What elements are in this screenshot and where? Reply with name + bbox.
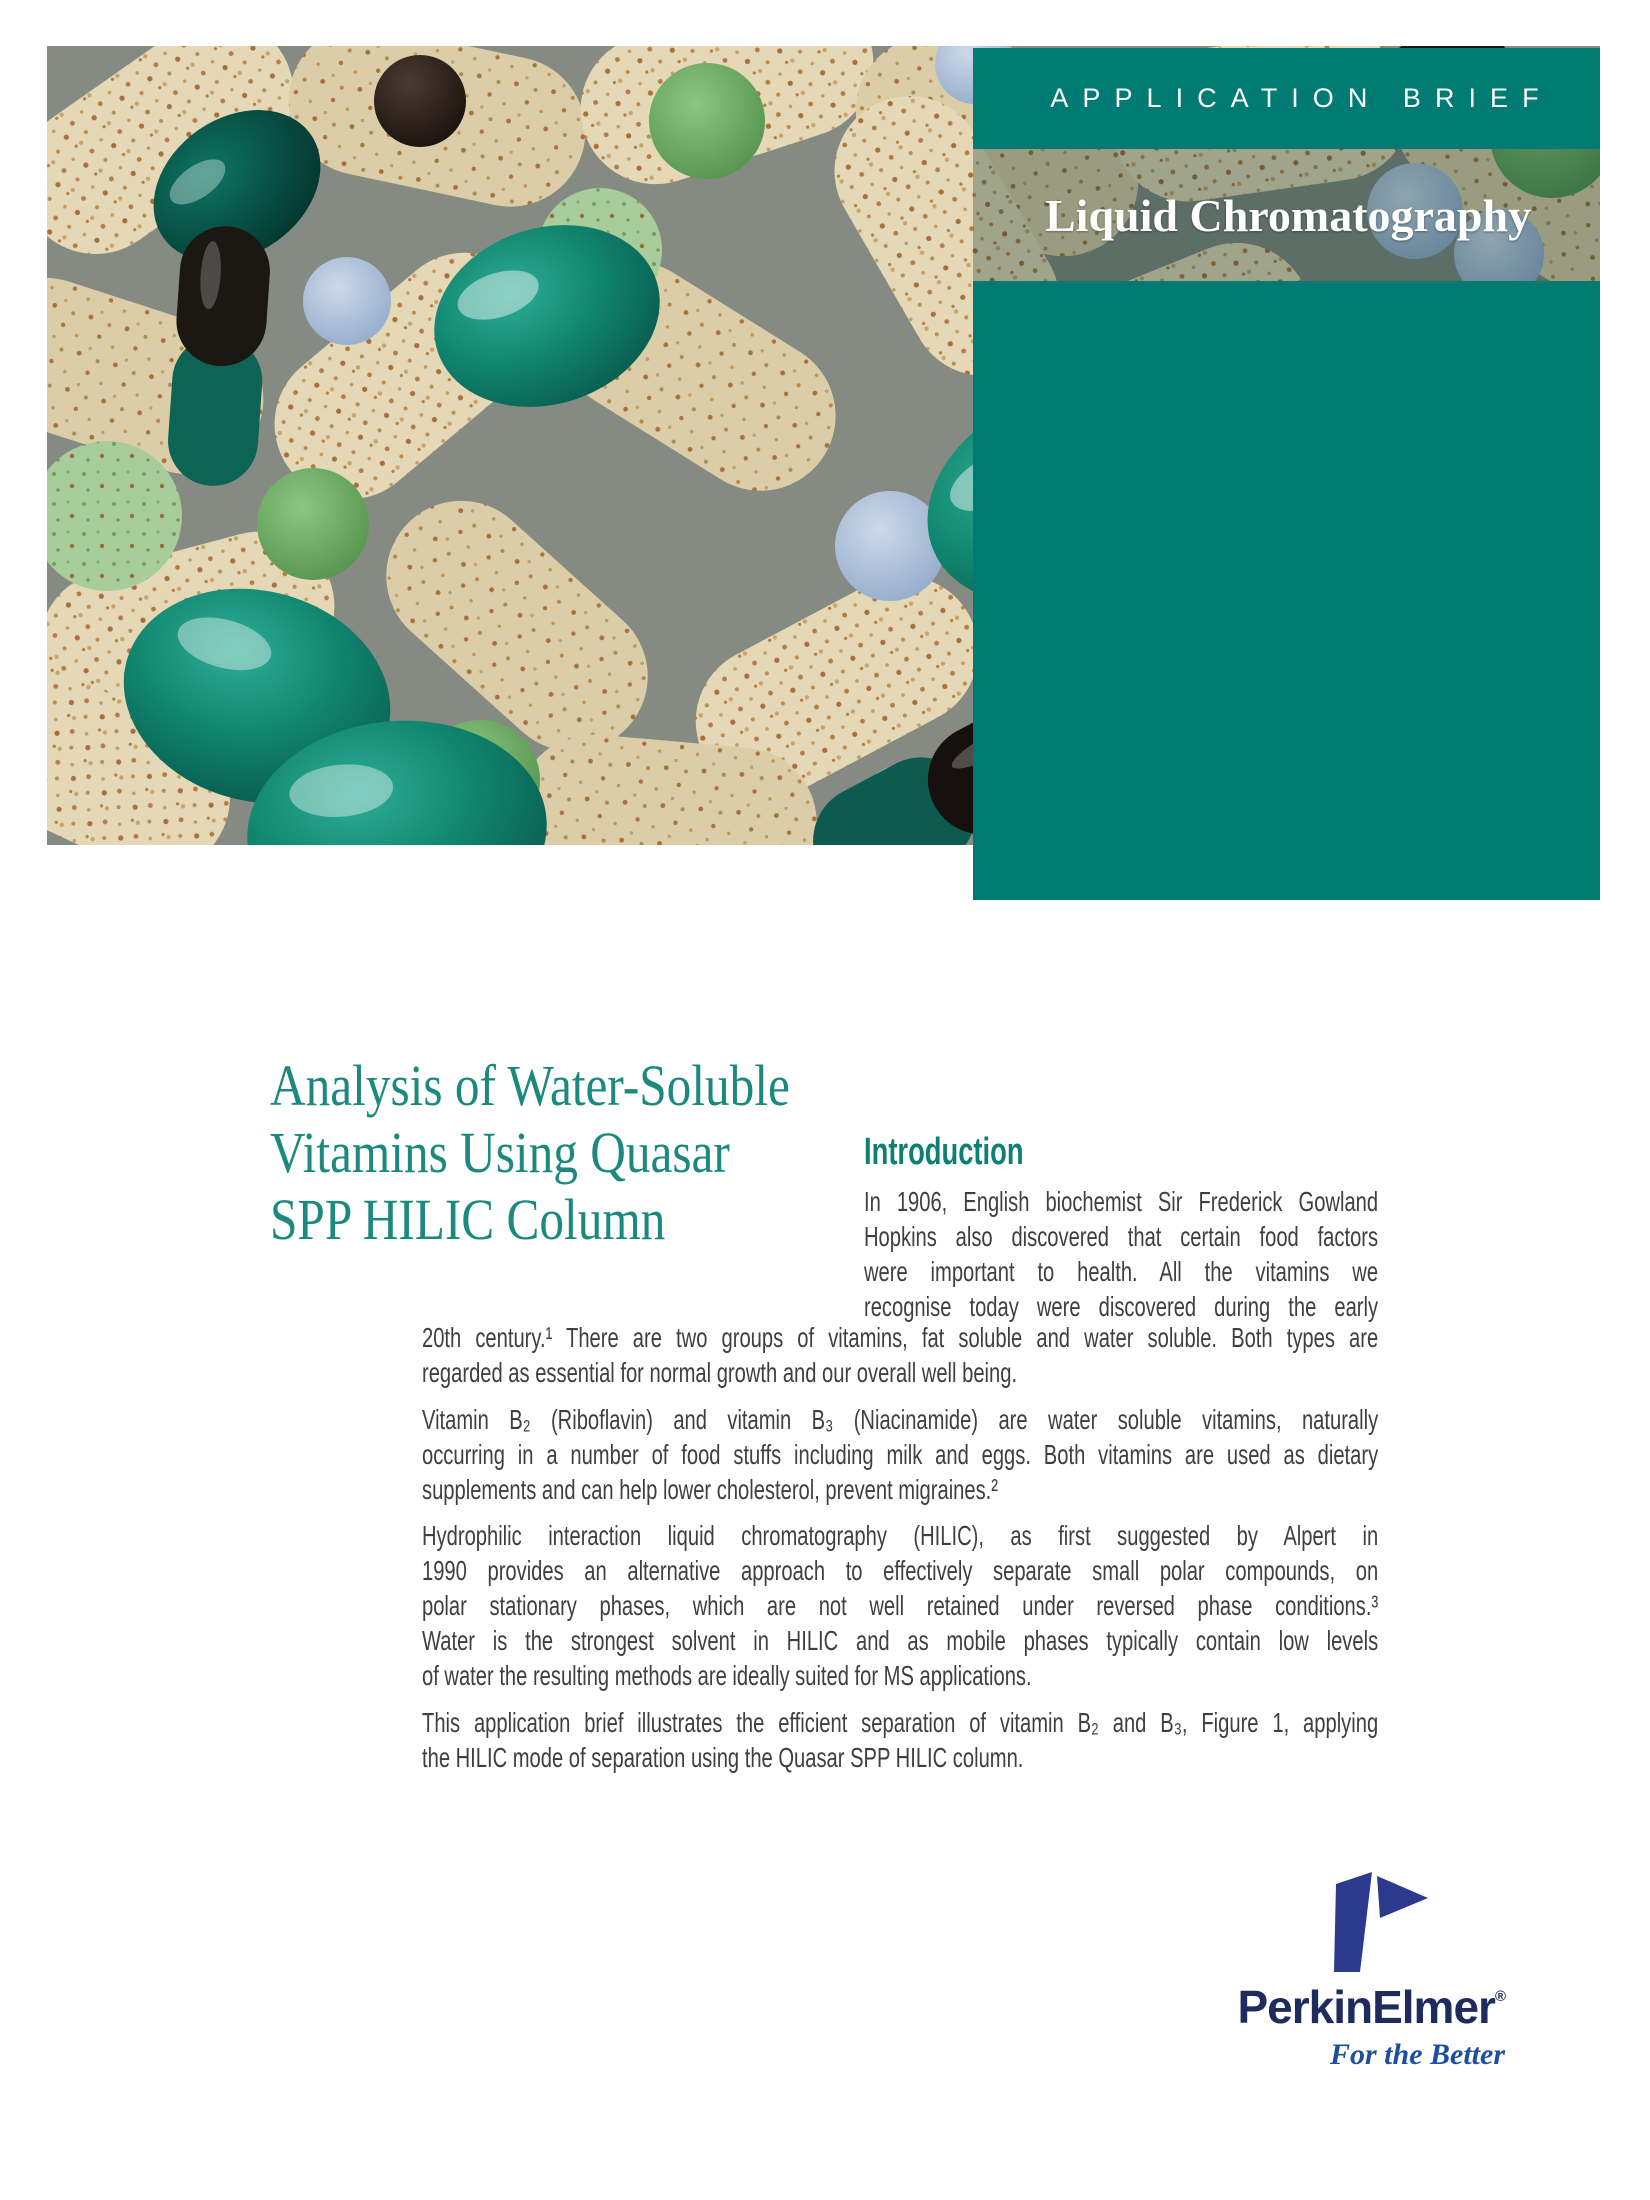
paragraph-4: This application brief illustrates the efficient separation of vitamin B₂ and B₃, Figure 1, applying the HILIC mode of separation using the Quasar SPP HILIC column. <box>422 1707 1379 1773</box>
introduction-heading: Introduction <box>864 1131 1024 1173</box>
application-brief-banner <box>973 48 1600 149</box>
category-banner <box>973 149 1600 281</box>
brand-block <box>1085 1872 1505 2072</box>
brand-tagline: For the Better <box>1329 2038 1505 2071</box>
perkinelmer-wordmark <box>1085 1981 1505 2033</box>
paragraph-3: Hydrophilic interaction liquid chromatography (HILIC), as first suggested by Alpert in 1990 provides an alternative approach to effectively separate small polar compounds, on polar stationary phases, which are not well retained under reversed phase conditions.³ Water is the strongest solvent in HILIC and as mobile phases typically contain low levels of water the resulting methods are ideally suited for MS applications. <box>422 1520 1379 1691</box>
intro-paragraph: In 1906, English biochemist Sir Frederick Gowland Hopkins also discovered that certain food factors were important to health. All the vitamins we recognise today were discovered during the early <box>864 1186 1379 1322</box>
registered-trademark: ® <box>1494 1988 1505 2005</box>
category-label: Liquid Chromatography <box>1045 189 1532 241</box>
teal-panel <box>973 281 1600 900</box>
paragraph-1-continuation: 20th century.¹ There are two groups of vitamins, fat soluble and water soluble. Both types are regarded as essential for normal growth and our overall well being. <box>422 1322 1379 1388</box>
introduction-section <box>864 1130 1378 1324</box>
article-title: Analysis of Water-Soluble Vitamins Using Quasar SPP HILIC Column <box>270 1053 790 1252</box>
company-name: PerkinElmer <box>1237 1981 1495 2033</box>
hero-section <box>47 46 1600 900</box>
paragraph-2: Vitamin B₂ (Riboflavin) and vitamin B₃ (Niacinamide) are water soluble vitamins, naturally occurring in a number of food stuffs including milk and eggs. Both vitamins are used as dietary supplements and can help lower cholesterol, prevent migraines.² <box>422 1404 1379 1505</box>
perkinelmer-logo-icon <box>1321 1872 1453 1972</box>
application-brief-label: APPLICATION BRIEF <box>1050 83 1553 113</box>
